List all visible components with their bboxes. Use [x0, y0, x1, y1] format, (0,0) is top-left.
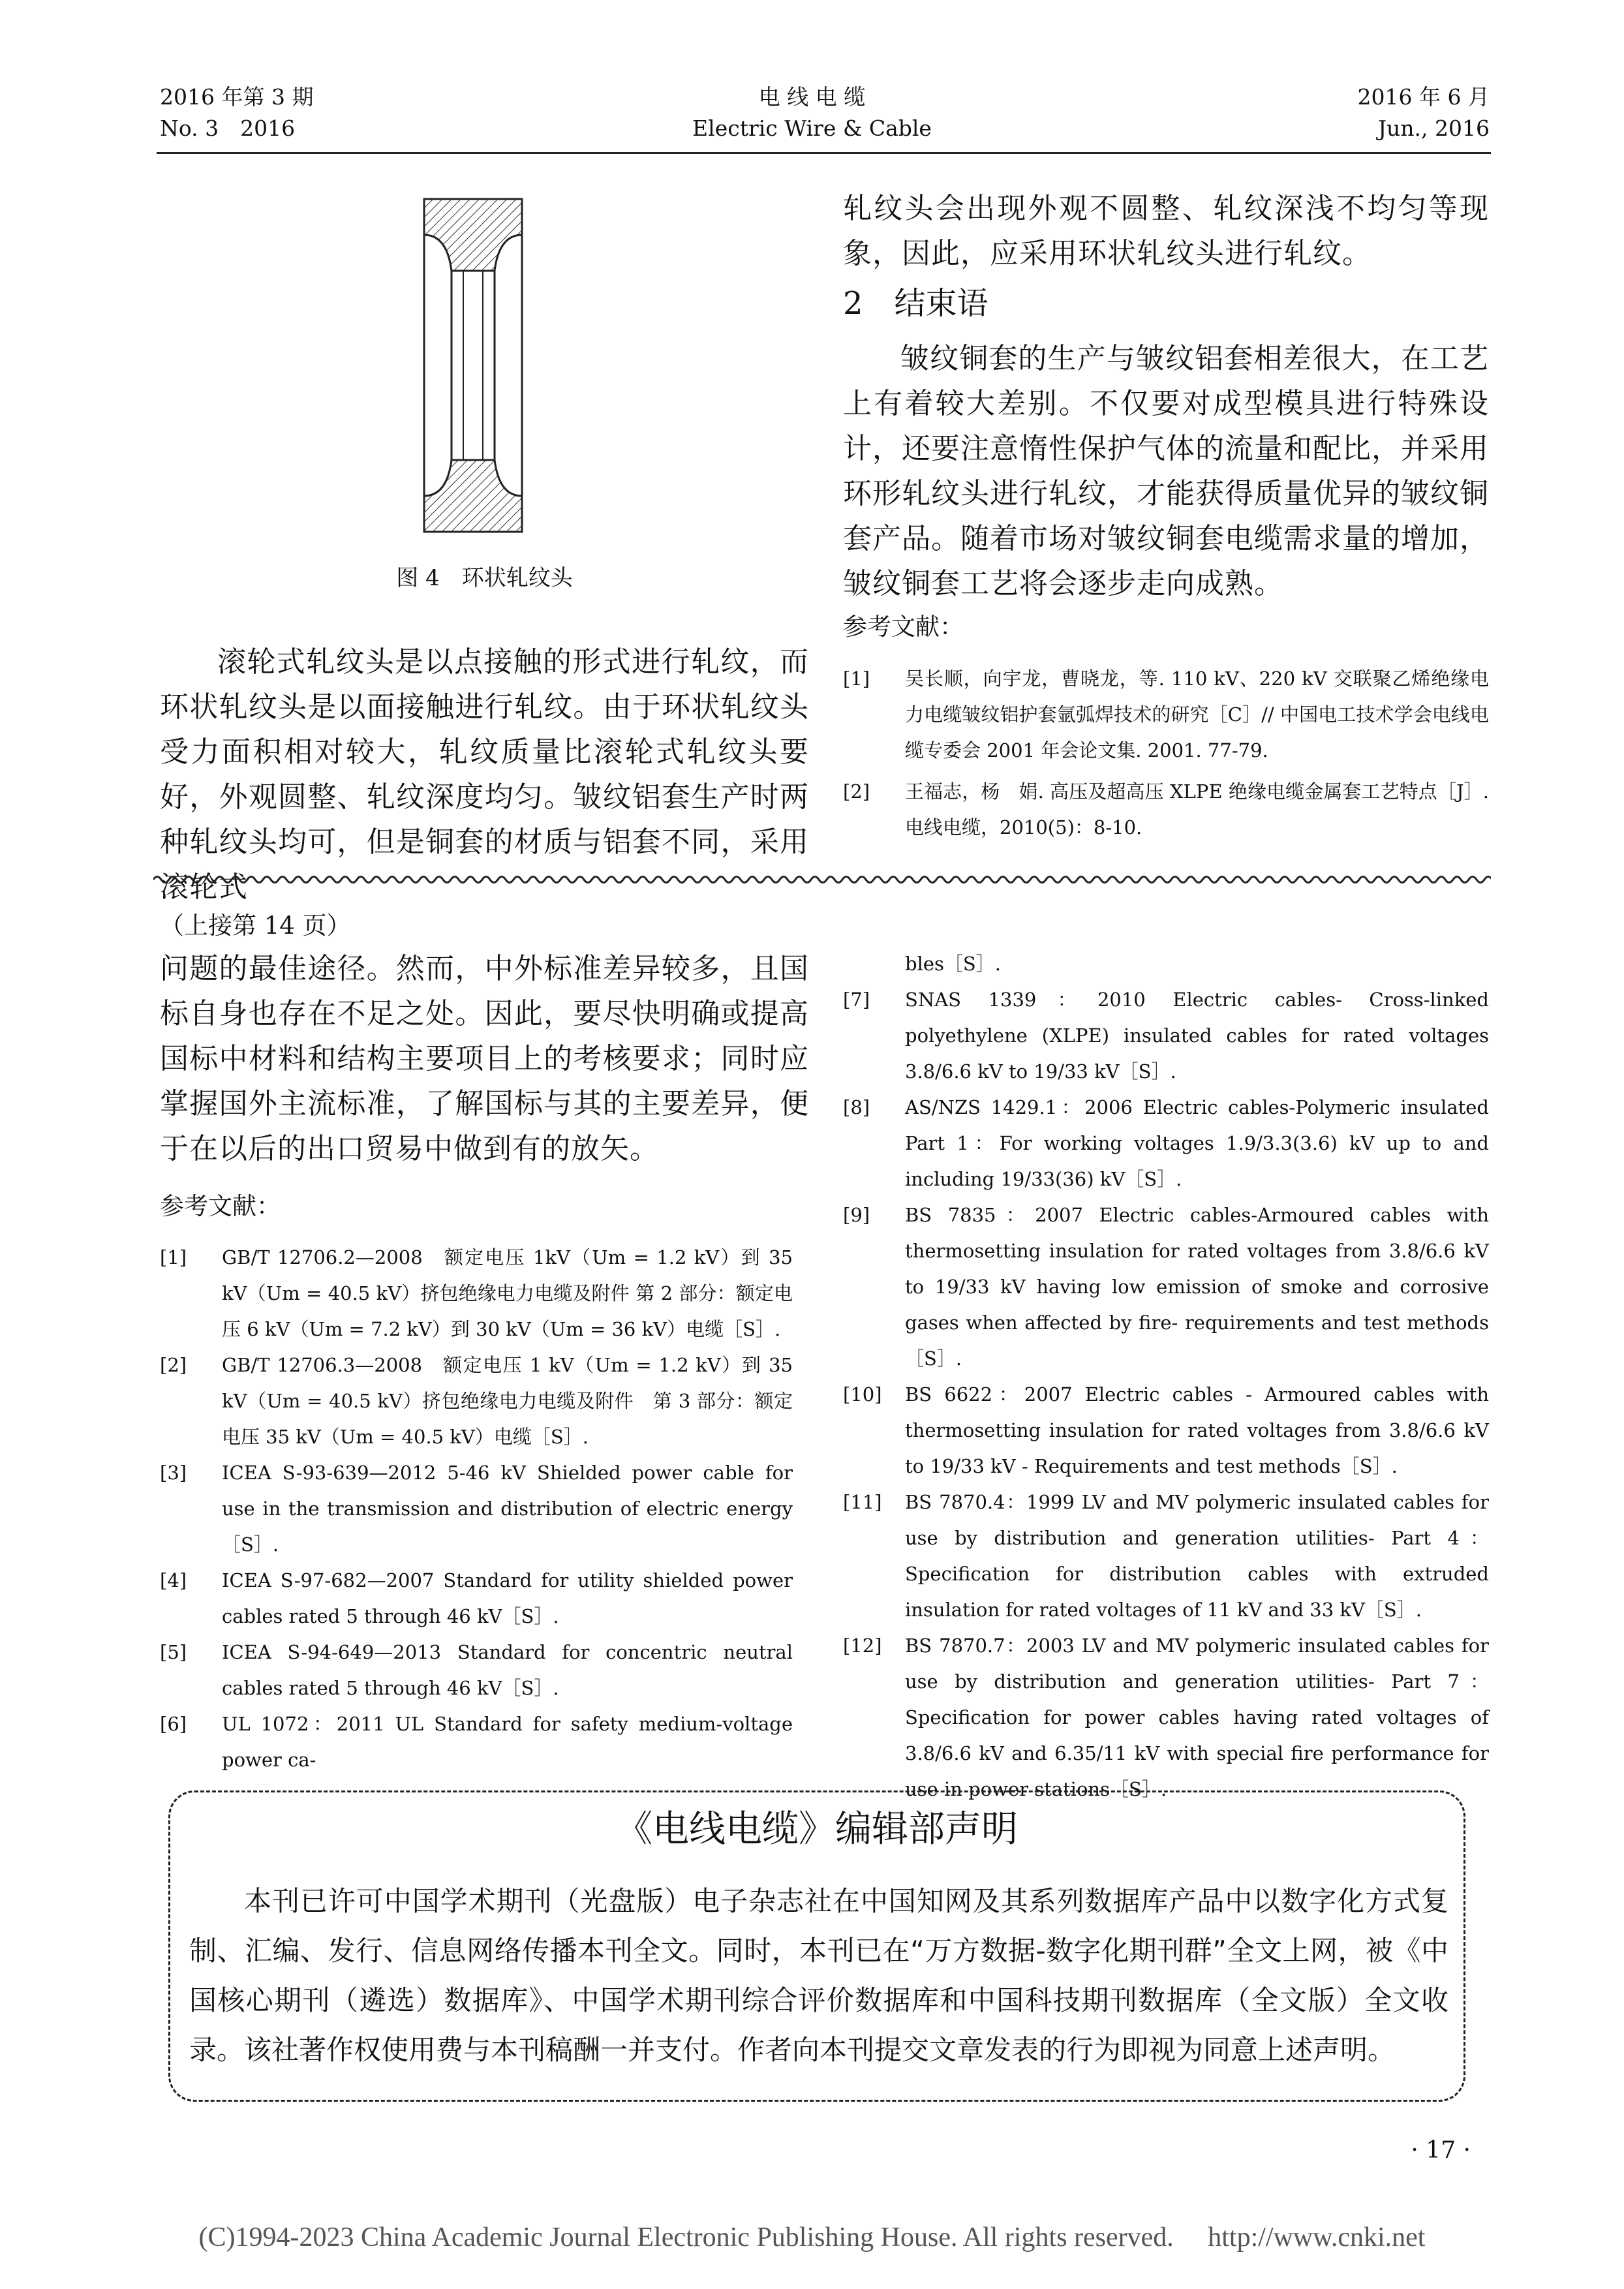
copyright-footer: (C)1994-2023 China Academic Journal Electronic Publishing House. All rights reserved. http://www.cnki.net [198, 2222, 1426, 2252]
reference-item: [5] ICEA S-94-649—2013 Standard for concentric neutral cables rated 5 through 46 kV［S］. [160, 1641, 793, 1699]
reference-item: [9] BS 7835：2007 Electric cables-Armoured cables with thermosetting insulation for rated voltages from 3.8/6.6 kV to 19/33 kV having low emission of smoke and corrosive gases when affected by fire- requirements and test methods［S］. [843, 1204, 1489, 1370]
page-number: · 17 · [1411, 2137, 1471, 2164]
header-rule [157, 152, 1491, 154]
references-label: 参考文献： [843, 613, 964, 641]
paragraph: 滚轮式轧纹头是以点接触的形式进行轧纹，而环状轧纹头是以面接触进行轧纹。由于环状轧纹头受力面积相对较大，轧纹质量比滚轮式轧纹头要好，外观圆整、轧纹深度均匀。皱纹铝套生产时两种轧纹头均可，但是铜套的材质与铝套不同，采用滚轮式 [160, 645, 809, 904]
references-list-bottom-right [843, 946, 1489, 1807]
continued-label: （上接第 14 页） [160, 912, 351, 940]
reference-item: [1] GB/T 12706.2—2008 额定电压 1kV（Um = 1.2 kV）到 35 kV（Um = 40.5 kV）挤包绝缘电力电缆及附件 第 2 部分：额定电压 6 kV（Um = 7.2 kV）到 30 kV（Um = 36 kV）电缆［S］. [160, 1246, 793, 1340]
running-header-right: 2016 年 6 月 Jun., 2016 [1357, 84, 1490, 141]
section-heading: 2 结束语 [843, 285, 988, 322]
reference-item: [7] SNAS 1339：2010 Electric cables- Cross-linked polyethylene (XLPE) insulated cables for rated voltages 3.8/6.6 kV to 19/33 kV［S］. [843, 989, 1489, 1083]
reference-item: [6] UL 1072：2011 UL Standard for safety medium-voltage power ca- [160, 1713, 793, 1771]
reference-item: [12] BS 7870.7：2003 LV and MV polymeric insulated cables for use by distribution and generation utilities- Part 7：Specification for power cables having rated voltages of 3.8/6.6 kV and 6.35/11 kV with special fire performance for use in power stations［S］. [843, 1635, 1489, 1800]
running-header-left: 2016 年第 3 期 No. 3 2016 [160, 84, 314, 141]
paragraph: 皱纹铜套的生产与皱纹铝套相差很大，在工艺上有着较大差别。不仅要对成型模具进行特殊设计，还要注意惰性保护气体的流量和配比，并采用环形轧纹头进行轧纹，才能获得质量优异的皱纹铜套产品。随着市场对皱纹铜套电缆需求量的增加，皱纹铜套工艺将会逐步走向成熟。 [843, 342, 1489, 600]
reference-item: [2] GB/T 12706.3—2008 额定电压 1 kV（Um = 1.2 kV）到 35 kV（Um = 40.5 kV）挤包绝缘电力电缆及附件 第 3 部分：额定电压 35 kV（Um = 40.5 kV）电缆［S］. [160, 1354, 793, 1448]
reference-item: [1] 吴长顺，向宇龙，曹晓龙，等. 110 kV、220 kV 交联聚乙烯绝缘电力电缆皱纹铝护套氩弧焊技术的研究［C］// 中国电工技术学会电线电缆专委会 2001 年会论文集. 2001. 77-79. [843, 668, 1489, 761]
notice-title: 《电线电缆》编辑部声明 [616, 1808, 1018, 1851]
notice-body [189, 1877, 1448, 2075]
figure-ring-embossing-head [418, 196, 529, 535]
reference-item: [4] ICEA S-97-682—2007 Standard for utility shielded power cables rated 5 through 46 kV［S］. [160, 1569, 793, 1627]
paragraph: 本刊已许可中国学术期刊（光盘版）电子杂志社在中国知网及其系列数据库产品中以数字化方式复制、汇编、发行、信息网络传播本刊全文。同时，本刊已在“万方数据-数字化期刊群”全文上网，被《中国核心期刊（遴选）数据库》、中国学术期刊综合评价数据库和中国科技期刊数据库（全文版）全文收录。该社著作权使用费与本刊稿酬一并支付。作者向本刊提交文章发表的行为即视为同意上述声明。 [189, 1885, 1448, 2066]
continued-text [160, 946, 809, 1171]
paragraph: 问题的最佳途径。然而，中外标准差异较多，且国标自身也存在不足之处。因此，要尽快明确或提高国标中材料和结构主要项目上的考核要求；同时应掌握国外主流标准，了解国标与其的主要差异，便于在以后的出口贸易中做到有的放矢。 [160, 952, 809, 1165]
left-column-text [160, 639, 809, 910]
right-column-text [843, 186, 1489, 276]
wavy-separator [153, 872, 1491, 887]
conclusion-text [843, 336, 1489, 606]
reference-item: [10] BS 6622：2007 Electric cables - Armoured cables with thermosetting insulation for rated voltages from 3.8/6.6 kV to 19/33 kV - Requirements and test methods［S］. [843, 1383, 1489, 1477]
reference-item: [11] BS 7870.4：1999 LV and MV polymeric insulated cables for use by distribution and generation utilities- Part 4：Specification for distribution cables with extruded insulation for rated voltages of 11 kV and 33 kV［S］. [843, 1491, 1489, 1621]
reference-item: [2] 王福志，杨 娟. 高压及超高压 XLPE 绝缘电缆金属套工艺特点［J］. 电线电缆，2010(5)：8-10. [843, 780, 1489, 838]
references-label: 参考文献： [160, 1192, 281, 1220]
reference-item: [8] AS/NZS 1429.1：2006 Electric cables-Polymeric insulated Part 1：For working voltages 1.9/3.3(3.6) kV up to and including 19/33(36) kV［S］. [843, 1096, 1489, 1190]
references-list-bottom-left [160, 1240, 793, 1778]
paragraph-continuation: 轧纹头会出现外观不圆整、轧纹深浅不均匀等现象，因此，应采用环状轧纹头进行轧纹。 [843, 192, 1489, 270]
reference-continuation: bles［S］. [905, 953, 1001, 975]
references-list-top [843, 661, 1489, 846]
running-header-center: 电 线 电 缆 Electric Wire & Cable [692, 84, 932, 141]
reference-item: [3] ICEA S-93-639—2012 5-46 kV Shielded power cable for use in the transmission and distribution of electric energy［S］. [160, 1462, 793, 1556]
figure-caption: 图 4 环状轧纹头 [396, 565, 573, 591]
